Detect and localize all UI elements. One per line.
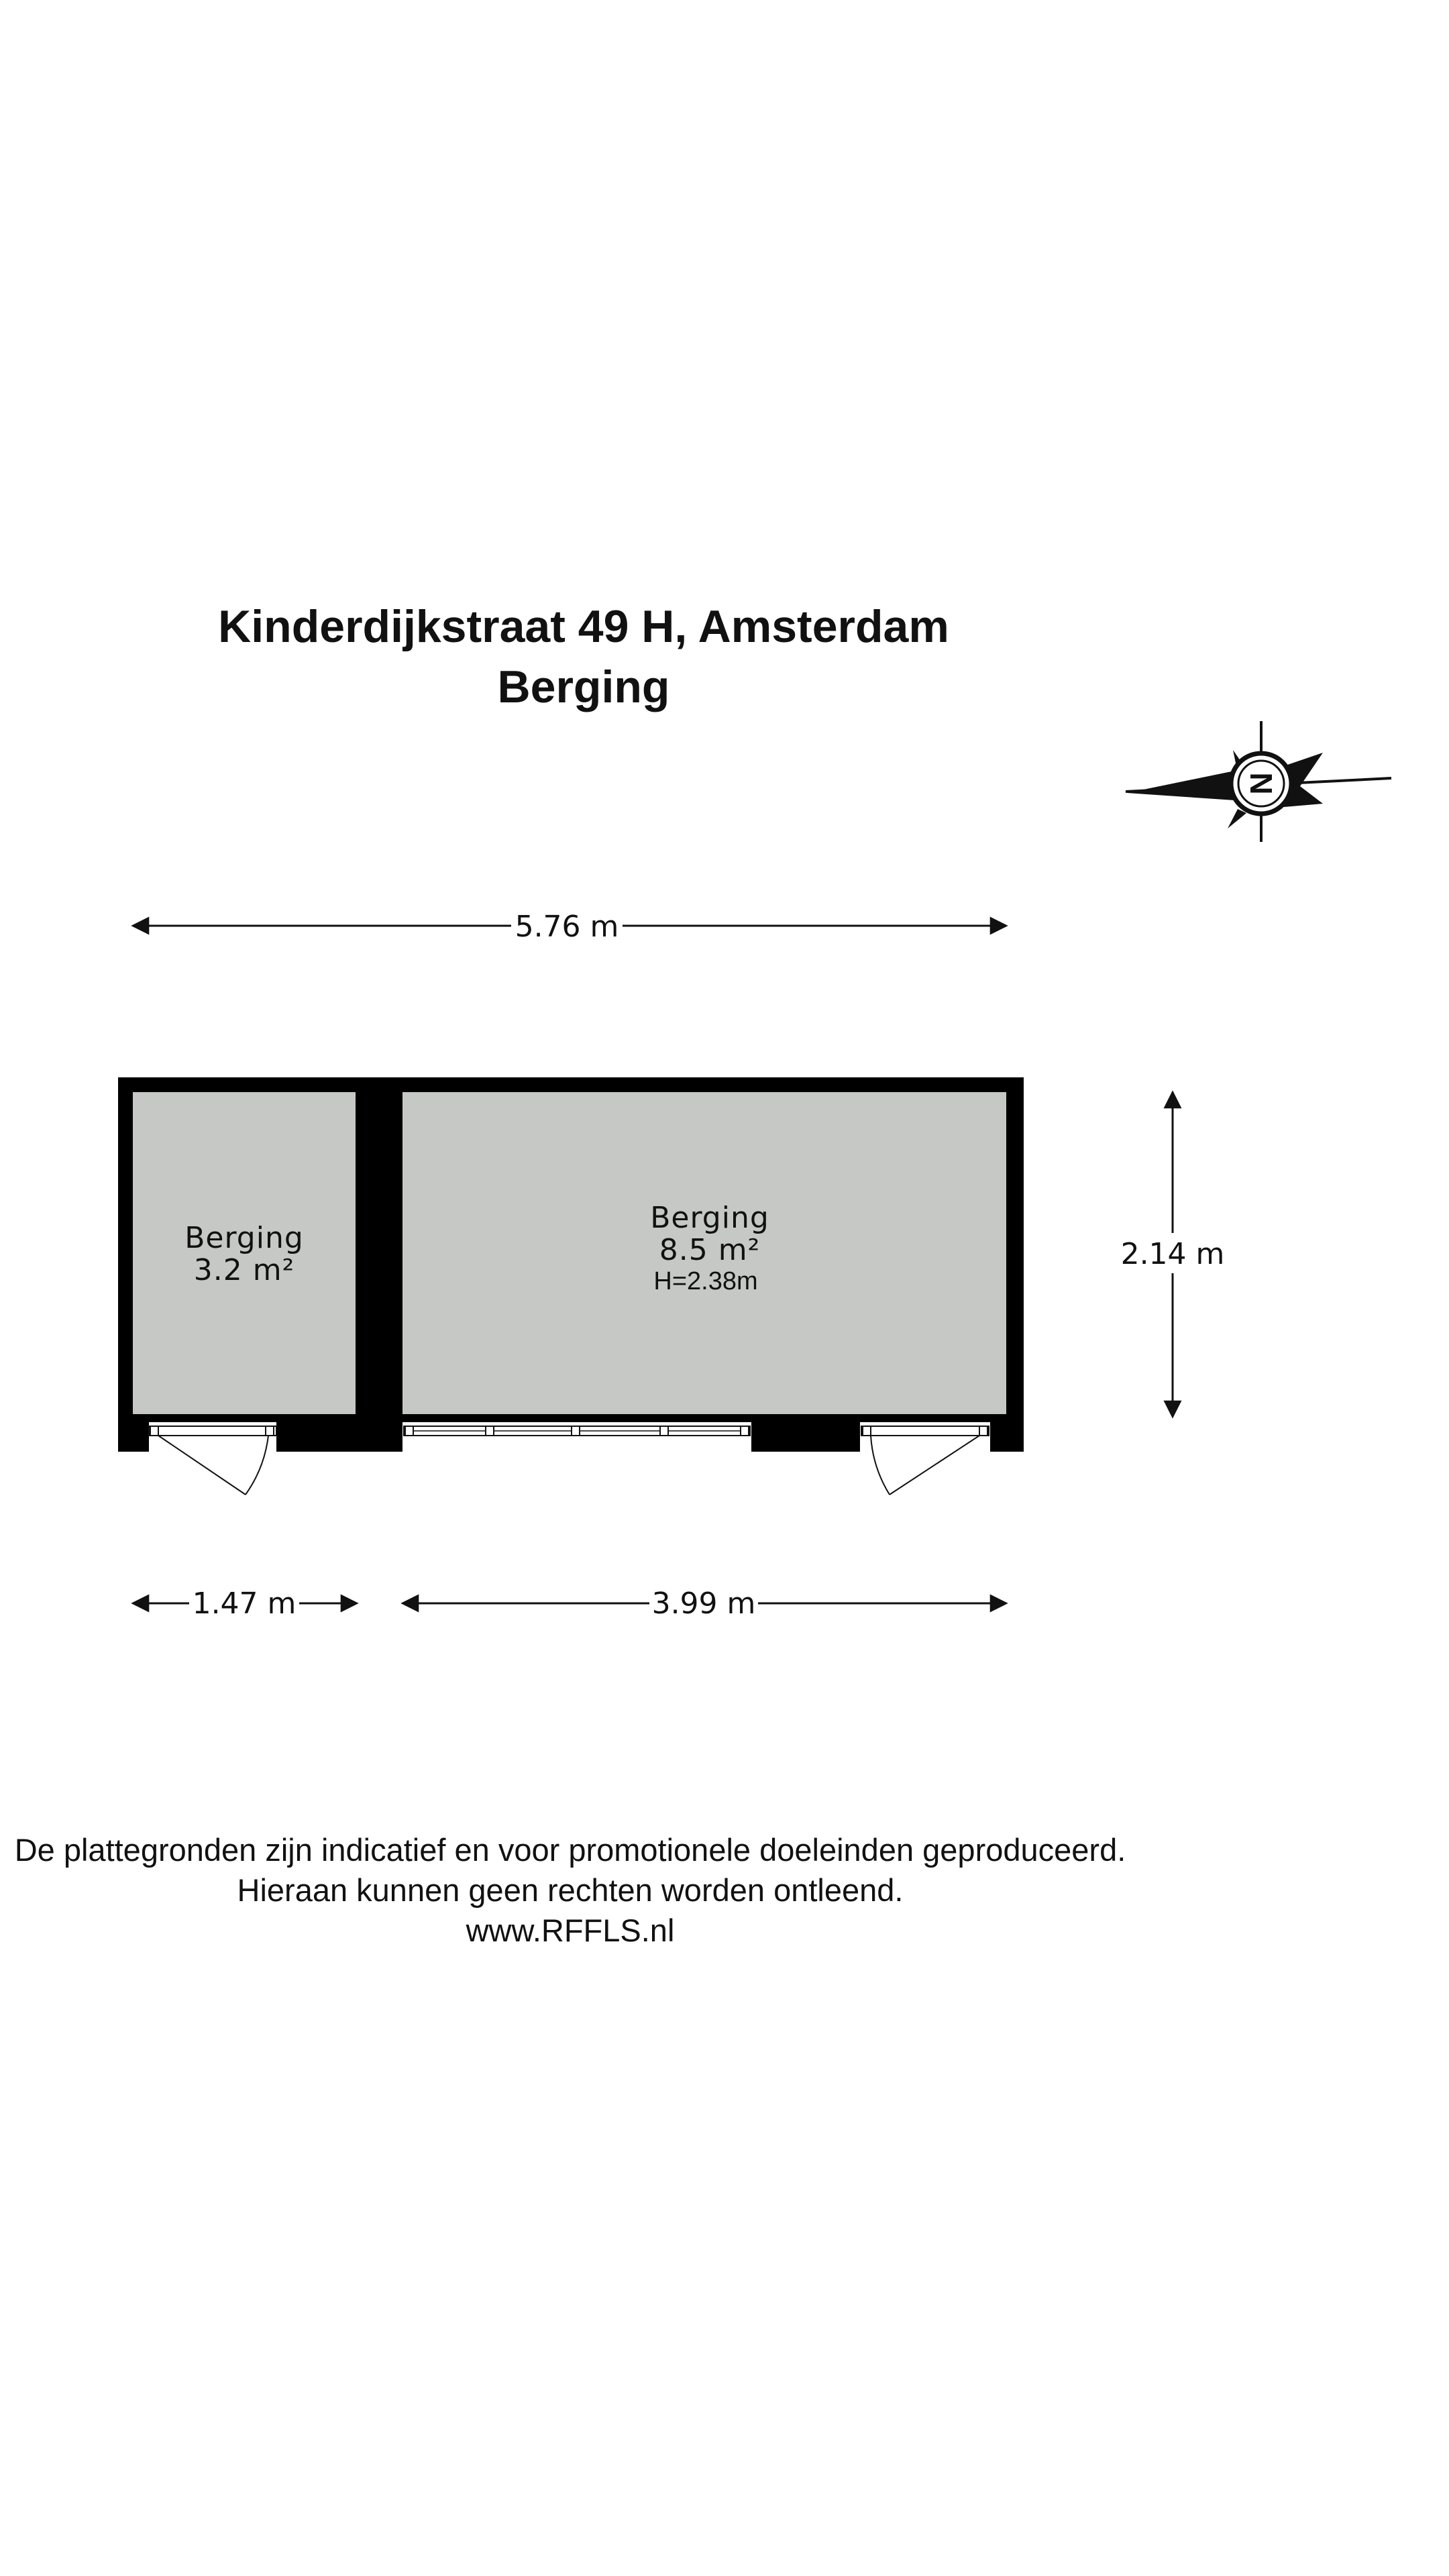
dimension-label: 1.47 m	[192, 1587, 297, 1621]
dimension-total-width	[133, 910, 1006, 944]
compass-label: N	[1244, 772, 1279, 795]
room-name: Berging	[650, 1201, 769, 1235]
room-area: 8.5 m²	[659, 1233, 761, 1267]
disclaimer-line: De plattegronden zijn indicatief en voor promotionele doeleinden geproduceerd.	[14, 1832, 1126, 1868]
floorplan	[118, 1077, 1024, 1495]
north-compass-icon	[1126, 721, 1391, 842]
dimension-left-width	[133, 1587, 357, 1621]
disclaimer-line: Hieraan kunnen geen rechten worden ontleend.	[237, 1872, 904, 1908]
dimension-label: 2.14 m	[1120, 1237, 1225, 1271]
door-left	[149, 1422, 276, 1495]
address-title: Kinderdijkstraat 49 H, Amsterdam	[218, 601, 949, 652]
website-link[interactable]: www.RFFLS.nl	[466, 1913, 675, 1948]
room-name: Berging	[184, 1221, 304, 1255]
dimension-label: 5.76 m	[515, 910, 619, 944]
room-area: 3.2 m²	[193, 1253, 295, 1287]
door-right	[860, 1422, 990, 1495]
dimension-depth	[1121, 1092, 1225, 1417]
floor-title: Berging	[497, 661, 670, 712]
window-strip	[402, 1422, 751, 1452]
dimension-right-width	[402, 1587, 1006, 1621]
room-height: H=2.38m	[653, 1267, 758, 1295]
dimension-label: 3.99 m	[651, 1587, 756, 1621]
